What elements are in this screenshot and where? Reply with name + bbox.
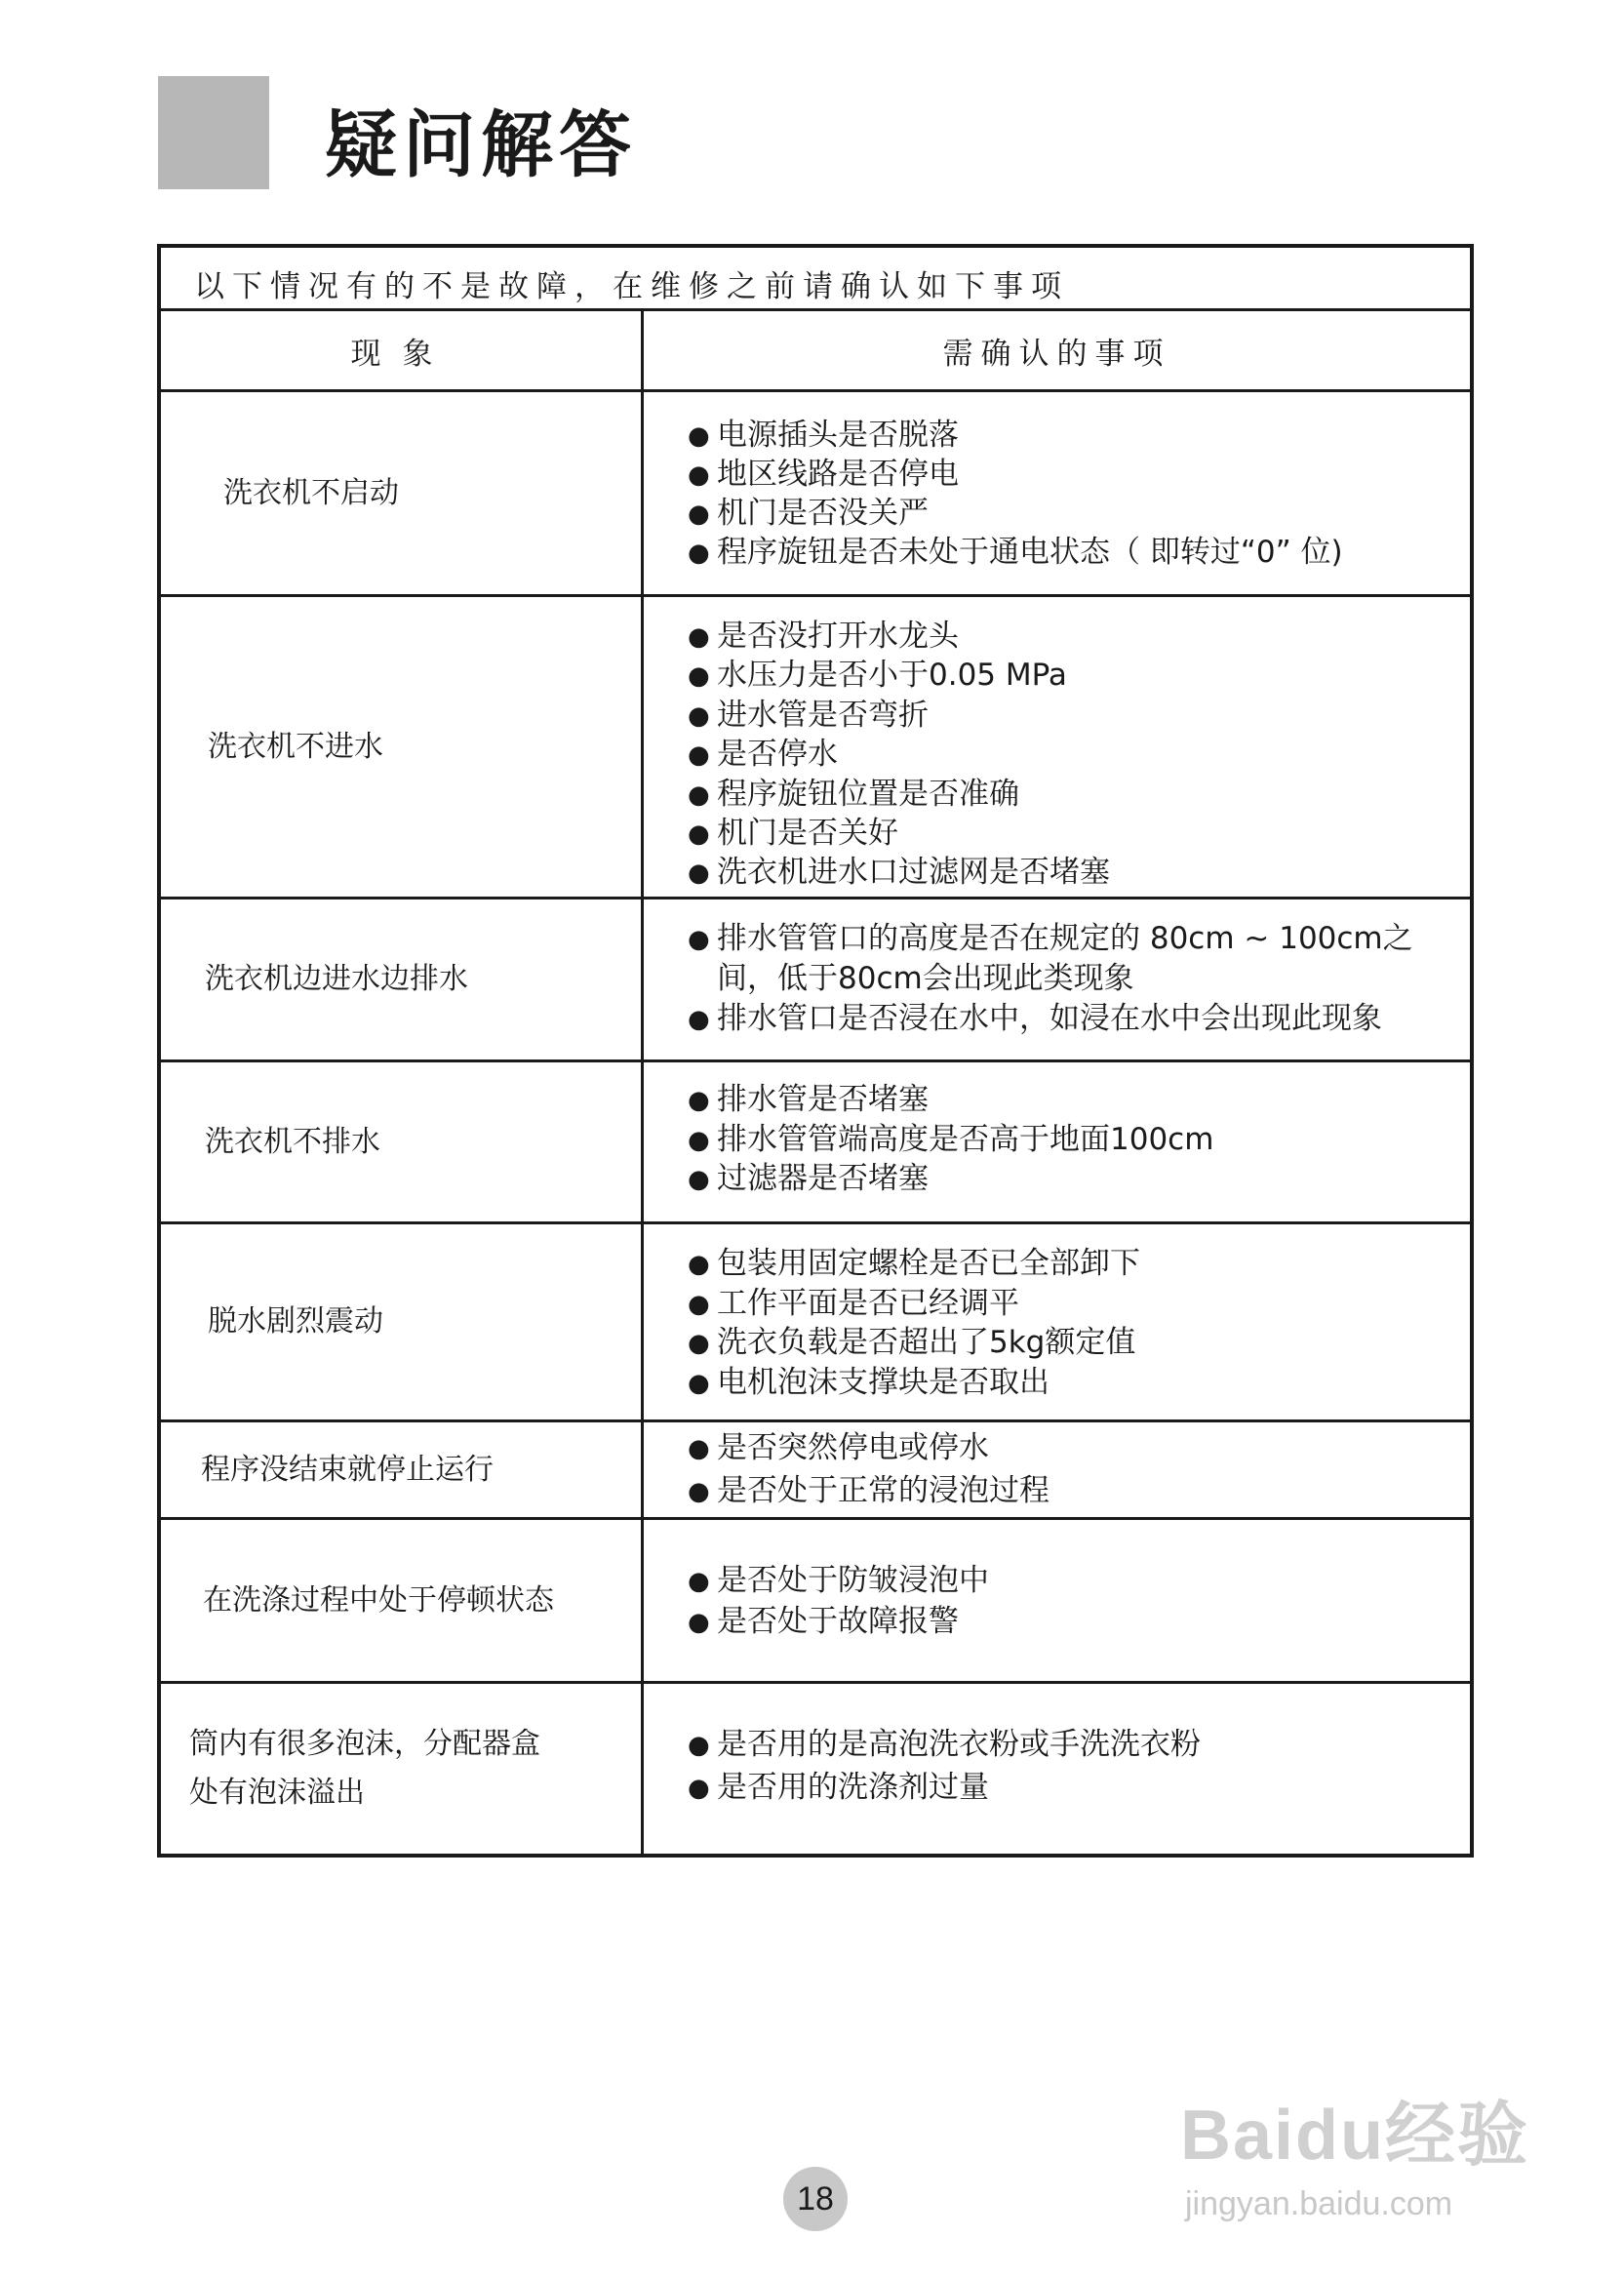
bullet-icon: ● (688, 1369, 710, 1398)
title-marker-block (158, 76, 269, 189)
list-item: ● 是否处于正常的浸泡过程 (688, 1471, 1050, 1511)
bullet-icon: ● (688, 1731, 710, 1760)
list-item: ● 是否处于故障报警 (688, 1602, 959, 1642)
table-row (161, 1684, 1470, 1854)
phenomenon-text: 洗衣机不排水 (205, 1124, 380, 1159)
phenomenon-text: 脱水剧烈震动 (208, 1304, 383, 1339)
phenomenon-cell (161, 1224, 641, 1419)
intro-row (161, 248, 1470, 311)
bullet-icon: ● (688, 1567, 710, 1596)
phenomenon-text: 在洗涤过程中处于停顿状态 (203, 1582, 554, 1618)
phenomenon-text: 程序没结束就停止运行 (201, 1452, 494, 1487)
page-number-badge (783, 2167, 848, 2231)
list-item: ● 是否用的洗涤剂过量 (688, 1768, 989, 1808)
bullet-icon: ● (688, 500, 710, 529)
bullet-icon: ● (688, 622, 710, 652)
table-row (161, 1224, 1470, 1422)
bullet-icon: ● (688, 701, 710, 731)
bullet-icon: ● (688, 1005, 710, 1034)
list-item: ● 机门是否关好 (688, 814, 898, 854)
bullet-icon: ● (688, 1165, 710, 1194)
bullet-icon: ● (688, 1434, 710, 1463)
intro-text: 以下情况有的不是故障，在维修之前请确认如下事项 (194, 269, 1069, 304)
bullet-icon: ● (688, 1477, 710, 1506)
phenomenon-cell (161, 1520, 641, 1681)
bullet-icon: ● (688, 661, 710, 691)
phenomenon-cell (161, 1684, 641, 1854)
list-item: ● 工作平面是否已经调平 (688, 1284, 1019, 1324)
list-item: ● 电源插头是否脱落 (688, 416, 959, 456)
phenomenon-text: 洗衣机不进水 (208, 729, 383, 764)
bullet-icon: ● (688, 925, 710, 954)
list-item: ● 排水管口是否浸在水中，如浸在水中会出现此现象 (688, 999, 1382, 1039)
header-row (161, 311, 1470, 392)
list-item: ● 是否停水 (688, 735, 838, 775)
list-item: ● 是否用的是高泡洗衣粉或手洗洗衣粉 (688, 1725, 1201, 1765)
bullet-icon: ● (688, 1126, 710, 1155)
list-item: ● 是否没打开水龙头 (688, 617, 959, 657)
bullet-icon: ● (688, 421, 710, 451)
bullet-icon: ● (688, 1608, 710, 1637)
list-item: ● 是否突然停电或停水 (688, 1428, 989, 1468)
column-header-check-items: 需确认的事项 (942, 336, 1171, 372)
list-item: ● 进水管是否弯折 (688, 696, 929, 736)
list-item: ● 过滤器是否堵塞 (688, 1159, 929, 1199)
list-item: ● 地区线路是否停电 (688, 455, 959, 495)
watermark-url: jingyan.baidu.com (1185, 2185, 1453, 2222)
watermark-logo: Baidu经验 (1180, 2097, 1530, 2175)
bullet-icon: ● (688, 460, 710, 490)
bullet-icon: ● (688, 1290, 710, 1319)
phenomenon-text: 洗衣机边进水边排水 (205, 962, 468, 996)
phenomenon-cell (161, 899, 641, 1059)
list-item: ● 排水管管口的高度是否在规定的 80cm ~ 100cm之 (688, 919, 1413, 959)
bullet-icon: ● (688, 1086, 710, 1115)
list-item: ● 排水管是否堵塞 (688, 1080, 929, 1120)
list-item: ● 包装用固定螺栓是否已全部卸下 (688, 1244, 1140, 1284)
table-row (161, 597, 1470, 899)
page-title: 疑问解答 (325, 103, 637, 187)
list-item: ● 是否处于防皱浸泡中 (688, 1561, 989, 1601)
page-number: 18 (797, 2179, 834, 2218)
list-item: ● 洗衣机进水口过滤网是否堵塞 (688, 853, 1110, 893)
table-row (161, 1422, 1470, 1520)
bullet-icon: ● (688, 740, 710, 770)
phenomenon-cell (161, 597, 641, 897)
table-row (161, 899, 1470, 1062)
bullet-icon: ● (688, 819, 710, 849)
phenomenon-cell (161, 1422, 641, 1517)
bullet-icon: ● (688, 1774, 710, 1803)
phenomenon-cell (161, 1062, 641, 1221)
list-item: ● 程序旋钮是否未处于通电状态（ 即转过“0” 位) (688, 533, 1343, 573)
table-row (161, 392, 1470, 597)
bullet-icon: ● (688, 1250, 710, 1279)
table-row (161, 1520, 1470, 1684)
list-item-continuation: 间，低于80cm会出现此类现象 (717, 961, 1134, 996)
bullet-icon: ● (688, 859, 710, 888)
phenomenon-text: 洗衣机不启动 (223, 475, 399, 510)
list-item: ● 排水管管端高度是否高于地面100cm (688, 1120, 1213, 1160)
list-item: ● 电机泡沫支撑块是否取出 (688, 1363, 1050, 1403)
bullet-icon: ● (688, 539, 710, 568)
phenomenon-text-line-1: 筒内有很多泡沫，分配器盒 (189, 1727, 540, 1761)
troubleshooting-table (157, 244, 1474, 1858)
table-row (161, 1062, 1470, 1224)
list-item: ● 洗衣负载是否超出了5kg额定值 (688, 1323, 1135, 1363)
list-item: ● 机门是否没关严 (688, 494, 929, 534)
phenomenon-text-line-2: 处有泡沫溢出 (189, 1776, 365, 1810)
bullet-icon: ● (688, 780, 710, 810)
bullet-icon: ● (688, 1329, 710, 1358)
column-header-phenomenon: 现象 (350, 336, 455, 372)
list-item: ● 程序旋钮位置是否准确 (688, 775, 1019, 815)
list-item: ● 水压力是否小于0.05 MPa (688, 656, 1067, 696)
phenomenon-cell (161, 392, 641, 594)
